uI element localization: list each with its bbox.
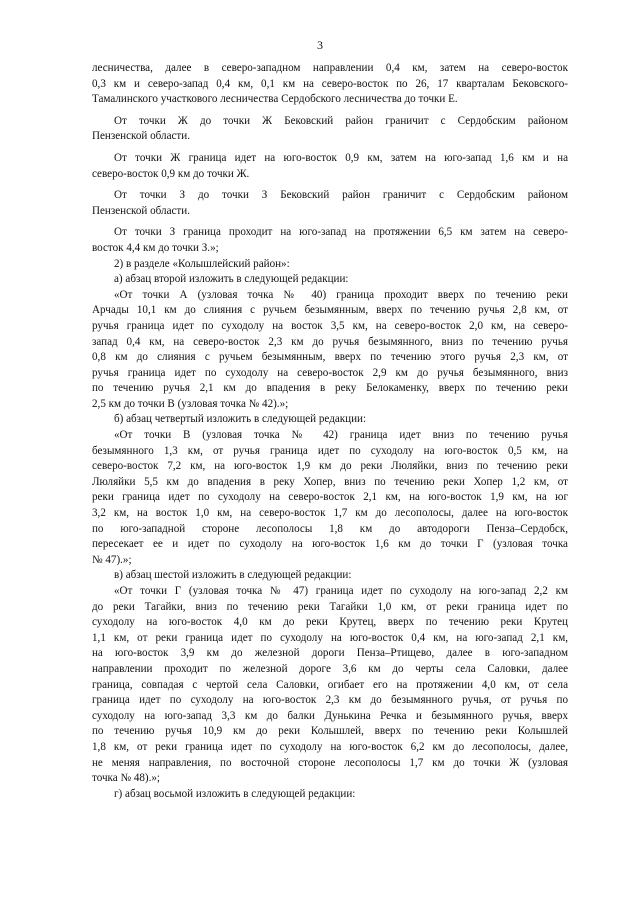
text-line: на юго-восток 3,9 км до железной дороги Пенза–Ртищево, далее в юго-западном bbox=[92, 647, 568, 660]
text-line: суходолу на юго-запад 3,3 км до балки Дунькина Речка и безымянного ручья, вверх bbox=[92, 709, 568, 722]
text-line: От точки З граница проходит на юго-запад на протяжении 6,5 км затем на северо- bbox=[114, 226, 568, 239]
text-line: 2,5 км до точки В (узловая точка № 42).»; bbox=[92, 397, 289, 410]
text-line: Пензенской области. bbox=[92, 204, 190, 217]
text-line: Пензенской области. bbox=[92, 130, 190, 143]
text-line: От точки З до точки З Бековский район граничит с Сердобским районом bbox=[114, 189, 568, 202]
text-line: граница, совпадая с чертой села Саловки, огибает его на протяжении 4,0 км, от села bbox=[92, 678, 568, 691]
text-line: б) абзац четвертый изложить в следующей редакции: bbox=[114, 413, 367, 426]
document-body bbox=[92, 61, 568, 802]
text-line: до реки Тагайки, вниз по течению реки Тагайки 1,0 км, от реки граница идет по bbox=[92, 600, 568, 613]
text-line: 0,8 км до слияния с ручьем безымянным, вверх по течению этого ручья 2,3 км, от bbox=[92, 351, 568, 364]
text-line: От точки Ж граница идет на юго-восток 0,9 км, затем на юго-запад 1,6 км и на bbox=[114, 151, 568, 164]
text-line: 2) в разделе «Колышлейский район»: bbox=[114, 257, 290, 270]
text-line: «От точки В (узловая точка № 42) граница идет вниз по течению ручья bbox=[114, 429, 568, 442]
text-line: Люляйки 5,5 км до впадения в реку Хопер, вниз по течению реки Хопер 1,2 км, от bbox=[92, 475, 568, 488]
text-line: граница идет по суходолу на юго-восток 2,3 км до безымянного ручья, от ручья по bbox=[92, 694, 568, 707]
text-line: по юго-западной стороне лесополосы 1,8 км до автодороги Пенза–Сердобск, bbox=[92, 522, 568, 535]
text-line: по течению ручья 2,1 км до впадения в реку Белокаменку, вверх по течению реки bbox=[92, 382, 568, 395]
text-line: Тамалинского участкового лесничества Сердобского лесничества до точки Е. bbox=[92, 93, 458, 106]
text-line: ручья граница идет по суходолу на северо-восток 2,9 км до ручья безымянного, вниз bbox=[92, 366, 568, 379]
text-line: точка № 48).»; bbox=[92, 772, 161, 785]
text-line: 1,1 км, от реки граница идет по суходолу на юго-восток 0,4 км, на юго-запад 2,1 км, bbox=[92, 631, 568, 644]
text-line: Арчады 10,1 км до слияния с ручьем безымянным, вверх по течению ручья 2,8 км, от bbox=[92, 304, 568, 317]
text-line: безымянного 1,3 км, от ручья граница идет по суходолу на юго-восток 0,5 км, на bbox=[92, 444, 568, 457]
text-line: в) абзац шестой изложить в следующей редакции: bbox=[114, 569, 352, 582]
text-line: «От точки Г (узловая точка № 47) граница идет по суходолу на юго-запад 2,2 км bbox=[114, 585, 568, 597]
text-line: северо-восток 0,9 км до точки Ж. bbox=[92, 167, 250, 180]
text-line: не меняя направления, по восточной стороне лесополосы 1,7 км до точки Ж (узловая bbox=[92, 756, 568, 769]
text-line: северо-восток 7,2 км, на юго-восток 1,9 км до реки Люляйки, вниз по течению реки bbox=[92, 460, 568, 473]
text-line: лесничества, далее в северо-западном направлении 0,4 км, затем на северо-восток bbox=[92, 62, 568, 74]
text-line: запад 0,4 км, на северо-восток 2,3 км до ручья безымянного, вниз по течению ручья bbox=[92, 335, 568, 348]
text-line: суходолу на юго-восток 4,0 км до реки Крутец, вверх по течению реки Крутец bbox=[92, 616, 568, 629]
text-line: «От точки А (узловая точка № 40) граница проходит вверх по течению реки bbox=[114, 288, 568, 301]
text-line: реки граница идет по суходолу на северо-восток 2,1 км, на юго-восток 1,9 км, на юг bbox=[92, 491, 568, 504]
text-line: 1,8 км, от реки граница идет по суходолу на юго-восток 6,2 км до лесополосы, далее, bbox=[92, 740, 568, 753]
text-line: г) абзац восьмой изложить в следующей редакции: bbox=[114, 787, 356, 800]
text-line: по течению ручья 10,9 км до реки Колышлей, вверх по течению реки Колышлей bbox=[92, 725, 568, 738]
text-line: 3,2 км, на восток 1,0 км, на северо-восток 1,7 км до лесополосы, далее на юго-восток bbox=[92, 507, 568, 520]
text-line: направлении проходит по железной дороге 3,6 км до черты села Саловки, далее bbox=[92, 662, 568, 675]
text-line: пересекает ее и идет по суходолу на юго-восток 1,6 км до точки Г (узловая точка bbox=[92, 538, 568, 551]
text-line: От точки Ж до точки Ж Бековский район граничит с Сердобским районом bbox=[114, 114, 568, 127]
text-line: ручья граница идет по суходолу на восток 3,5 км, на северо-восток 2,0 км, на северо- bbox=[92, 319, 568, 332]
text-line: № 47).»; bbox=[92, 553, 132, 566]
text-line: а) абзац второй изложить в следующей редакции: bbox=[114, 273, 349, 286]
text-line: 0,3 км и северо-запад 0,4 км, 0,1 км на северо-восток по 26, 17 кварталам Бековского- bbox=[92, 77, 568, 90]
text-line: восток 4,4 км до точки З.»; bbox=[92, 241, 219, 254]
page-number: 3 bbox=[317, 38, 323, 52]
